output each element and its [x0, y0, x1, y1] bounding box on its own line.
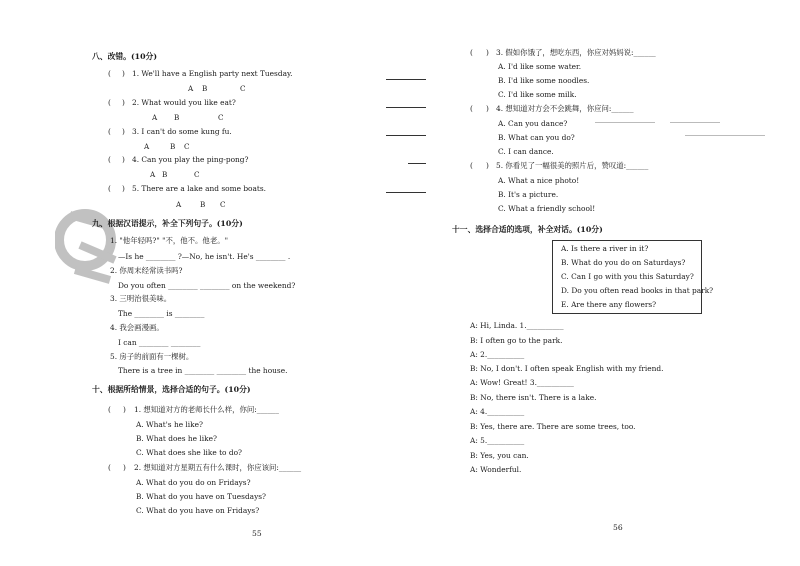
answer-paren-open: (	[470, 161, 473, 170]
box-option: A. Is there a river in it?	[561, 244, 649, 253]
answer-paren-open: (	[108, 127, 111, 136]
abc-b: B	[162, 170, 168, 179]
dialog-line: B: No, there isn't. There is a lake.	[470, 393, 597, 402]
answer-paren-open: (	[108, 184, 111, 193]
abc-c: C	[240, 84, 246, 93]
sec8-item-2: 2. What would you like eat?	[132, 98, 236, 107]
answer-paren-close: )	[122, 184, 125, 193]
dialog-line: B: Yes, there are. There are some trees, too.	[470, 422, 636, 431]
sec8-item-1: 1. We'll have a English party next Tuesday.	[132, 69, 293, 78]
section-10-title: 十、根据所给情景，选择合适的句子。(10分)	[92, 385, 251, 394]
option: C. I can dance.	[498, 147, 554, 156]
answer-paren-open: (	[108, 98, 111, 107]
option: C. What do you have on Fridays?	[136, 506, 260, 515]
right-page	[400, 0, 800, 566]
sec9-line: 3. 三明治很美味。	[110, 294, 172, 303]
page-number: 55	[252, 529, 262, 538]
sec8-item-5: 5. There are a lake and some boats.	[132, 184, 267, 193]
option: A. What a nice photo!	[498, 176, 580, 185]
answer-paren-open: (	[108, 155, 111, 164]
answer-paren-open: (	[470, 104, 473, 113]
abc-c: C	[184, 142, 190, 151]
section-11-title: 十一、选择合适的选项，补全对话。(10分)	[452, 225, 603, 234]
answer-paren-open: (	[470, 48, 473, 57]
box-option: D. Do you often read books in that park?	[561, 286, 714, 295]
answer-paren-close: )	[486, 48, 489, 57]
sec9-line: —Is he ________ ?—No, he isn't. He's ________ .	[118, 252, 291, 261]
dialog-line: B: No, I don't. I often speak English with my friend.	[470, 364, 664, 373]
sec9-line: The ________ is ________	[118, 309, 205, 318]
option: A. Can you dance?	[498, 119, 568, 128]
option: C. What a friendly school!	[498, 204, 596, 213]
dialog-line: B: Yes, you can.	[470, 451, 529, 460]
answer-paren-open: (	[108, 405, 111, 414]
answer-paren-close: )	[122, 155, 125, 164]
option: B. What do you have on Tuesdays?	[136, 492, 267, 501]
abc-b: B	[202, 84, 208, 93]
answer-paren-open: (	[108, 69, 111, 78]
sec10-q1: 1. 想知道对方的老师长什么样，你问:______	[134, 405, 279, 414]
option: B. I'd like some noodles.	[498, 76, 590, 85]
sec9-line: Do you often ________ ________ on the weekend?	[118, 281, 296, 290]
answer-paren-close: )	[122, 98, 125, 107]
sec9-line: There is a tree in ________ ________ the house.	[118, 366, 288, 375]
box-option: B. What do you do on Saturdays?	[561, 258, 686, 267]
abc-b: B	[200, 200, 206, 209]
option: A. What do you do on Fridays?	[136, 478, 251, 487]
sec9-line: 1. "他年轻吗?" "不，他不。他老。"	[110, 236, 228, 245]
option: B. It's a picture.	[498, 190, 559, 199]
sec9-line: 2. 你周末经常读书吗?	[110, 266, 183, 275]
sec9-line: 5. 房子的前面有一棵树。	[110, 352, 194, 361]
section-8-title: 八、改错。(10分)	[92, 52, 158, 61]
abc-a: A	[152, 113, 158, 122]
answer-paren-close: )	[486, 104, 489, 113]
option: A. I'd like some water.	[498, 62, 582, 71]
answer-paren-open: (	[108, 463, 111, 472]
abc-a: A	[188, 84, 194, 93]
sec8-item-3: 3. I can't do some kung fu.	[132, 127, 232, 136]
sec9-line: 4. 我会画漫画。	[110, 323, 164, 332]
abc-b: B	[174, 113, 180, 122]
dialog-line: B: I often go to the park.	[470, 336, 563, 345]
option: B. What can you do?	[498, 133, 575, 142]
scan-artifact	[670, 122, 720, 123]
dialog-line: A: 4.__________	[470, 407, 525, 416]
box-option: C. Can I go with you this Saturday?	[561, 272, 694, 281]
answer-paren-close: )	[123, 463, 126, 472]
abc-c: C	[194, 170, 200, 179]
dialog-line: A: Wonderful.	[470, 465, 522, 474]
abc-c: C	[218, 113, 224, 122]
sec9-line: I can ________ ________	[118, 338, 201, 347]
abc-a: A	[176, 200, 182, 209]
sec10-q4: 4. 想知道对方会不会跳舞，你应问:______	[496, 104, 634, 113]
option: C. What does she like to do?	[136, 448, 242, 457]
abc-a: A	[144, 142, 150, 151]
page-number: 56	[613, 523, 623, 532]
scan-artifact	[685, 135, 765, 136]
options-box	[552, 240, 714, 314]
sec10-q3: 3. 假如你饿了，想吃东西，你应对妈妈说:______	[496, 48, 656, 57]
dialog-line: A: 5.__________	[470, 436, 525, 445]
sec8-item-4: 4. Can you play the ping-pong?	[132, 155, 249, 164]
option: B. What does he like?	[136, 434, 217, 443]
dialog-line: A: 2.__________	[470, 350, 525, 359]
answer-paren-close: )	[486, 161, 489, 170]
scan-artifact	[595, 122, 655, 123]
abc-a: A	[150, 170, 156, 179]
option: A. What's he like?	[136, 420, 203, 429]
box-option: E. Are there any flowers?	[561, 300, 657, 309]
abc-c: C	[220, 200, 226, 209]
section-9-title: 九、根据汉语提示，补全下列句子。(10分)	[92, 219, 243, 228]
option: C. I'd like some milk.	[498, 90, 577, 99]
answer-paren-close: )	[122, 127, 125, 136]
answer-paren-close: )	[122, 69, 125, 78]
dialog-line: A: Wow! Great! 3.__________	[470, 378, 574, 387]
answer-paren-close: )	[123, 405, 126, 414]
sec10-q2: 2. 想知道对方星期五有什么课时，你应该问:______	[134, 463, 302, 472]
sec10-q5: 5. 你看见了一幅很美的照片后，赞叹道:______	[496, 161, 649, 170]
dialog-line: A: Hi, Linda. 1.__________	[470, 321, 564, 330]
abc-b: B	[170, 142, 176, 151]
